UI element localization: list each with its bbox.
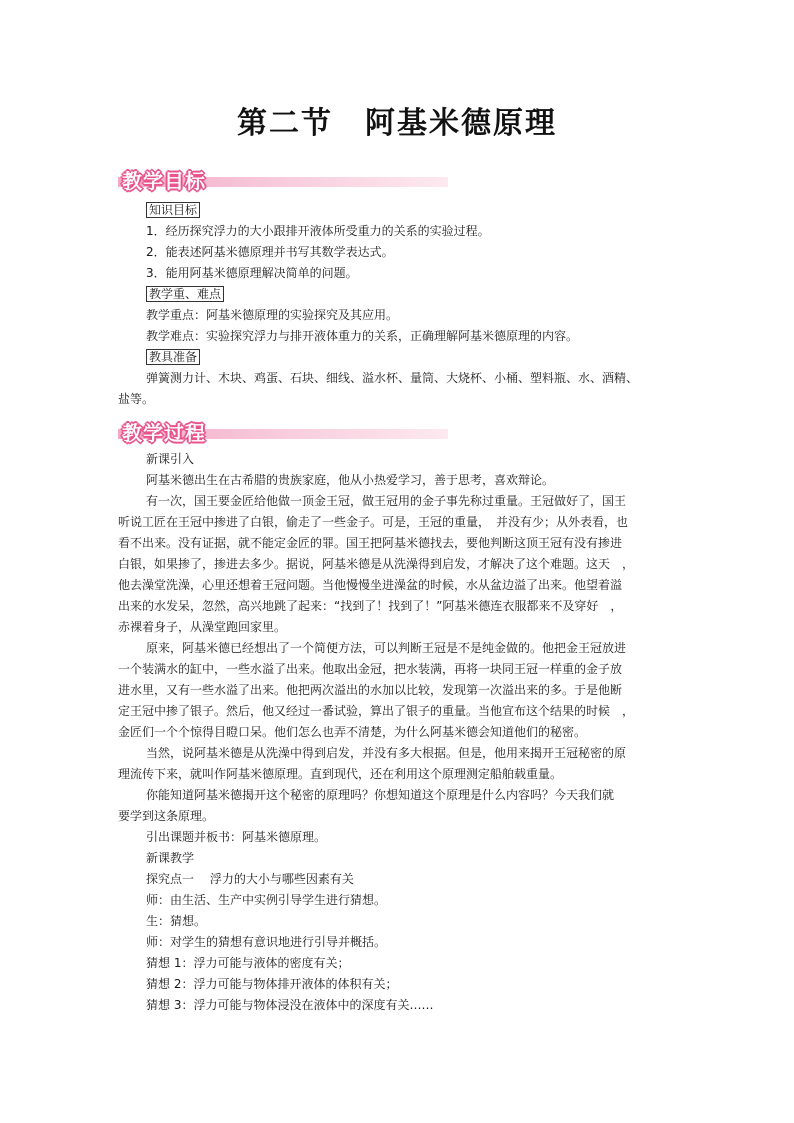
paragraph-line: 听说工匠在王冠中掺进了白银，偷走了一些金子。可是，王冠的重量， 并没有少；从外表看，也 xyxy=(118,515,629,529)
guess-line: 猜想 3：浮力可能与物体浸没在液体中的深度有关…… xyxy=(146,998,434,1012)
section-banner-process xyxy=(118,417,448,443)
paragraph-line: 赤裸着身子，从澡堂跑回家里。 xyxy=(118,620,287,634)
tools-line: 弹簧测力计、木块、鸡蛋、石块、细线、溢水杯、量筒、大烧杯、小桶、塑料瓶、水、酒精、 xyxy=(146,371,639,385)
paragraph-line: 金匠们一个个惊得目瞪口呆。他们怎么也弄不清楚，为什么阿基米德会知道他们的秘密。 xyxy=(118,725,587,739)
paragraph-line: 理流传下来，就叫作阿基米德原理。直到现代，还在利用这个原理测定船舶载重量。 xyxy=(118,767,563,781)
paragraph-line: 看不出来。没有证据，就不能定金匠的罪。国王把阿基米德找去，要他判断这顶王冠有没有掺进 xyxy=(118,536,623,550)
page-title: 第二节 阿基米德原理 xyxy=(237,106,557,141)
paragraph-line: 要学到这条原理。 xyxy=(118,809,215,823)
paragraph-line: 原来，阿基米德已经想出了一个简便方法，可以判断王冠是不是纯金做的。他把金王冠放进 xyxy=(146,641,627,655)
paragraph-line: 定王冠中掺了银子。然后，他又经过一番试验，算出了银子的重量。当他宣布这个结果的时候 ， xyxy=(118,704,635,718)
paragraph-line: 当然，说阿基米德是从洗澡中得到启发，并没有多大根据。但是，他用来揭开王冠秘密的原 xyxy=(146,746,627,760)
banner-label: 教学过程 xyxy=(122,421,206,445)
difficult-point: 教学难点：实验探究浮力与排开液体重力的关系，正确理解阿基米德原理的内容。 xyxy=(146,329,579,343)
paragraph-line: 阿基米德出生在古希腊的贵族家庭，他从小热爱学习，善于思考，喜欢辩论。 xyxy=(146,473,555,487)
knowledge-item: 3．能用阿基米德原理解决简单的问题。 xyxy=(146,266,358,280)
guess-line: 猜想 2：浮力可能与物体排开液体的体积有关； xyxy=(146,977,398,991)
paragraph-line: 你能知道阿基米德揭开这个秘密的原理吗？你想知道这个原理是什么内容吗？今天我们就 xyxy=(146,788,615,802)
paragraph-line: 他去澡堂洗澡，心里还想着王冠问题。当他慢慢坐进澡盆的时候，水从盆边溢了出来。他望着溢 xyxy=(118,578,623,592)
paragraph-line: 出来的水发呆，忽然，高兴地跳了起来：“找到了！找到了！”阿基米德连衣服都来不及穿好 ， xyxy=(118,599,623,613)
explore-point: 探究点一 浮力的大小与哪些因素有关 xyxy=(146,872,354,886)
banner-label: 教学目标 xyxy=(122,169,206,193)
knowledge-item: 2．能表述阿基米德原理并书写其数学表达式。 xyxy=(146,245,394,259)
tools-heading: 教具准备 xyxy=(146,349,200,365)
knowledge-heading: 知识目标 xyxy=(146,202,200,218)
guess-line: 猜想 1：浮力可能与液体的密度有关； xyxy=(146,956,350,970)
section-banner-objectives xyxy=(118,165,448,191)
objectives-block xyxy=(118,200,678,410)
intro-heading: 新课引入 xyxy=(146,452,195,466)
tools-line: 盐等。 xyxy=(118,392,155,406)
paragraph-line: 白银，如果掺了，掺进去多少。据说，阿基米德是从洗澡得到启发，才解决了这个难题。这天 ， xyxy=(118,557,635,571)
new-lesson-heading: 新课教学 xyxy=(146,851,195,865)
paragraph-line: 引出课题并板书：阿基米德原理。 xyxy=(146,830,327,844)
knowledge-item: 1．经历探究浮力的大小跟排开液体所受重力的关系的实验过程。 xyxy=(146,224,490,238)
key-point: 教学重点：阿基米德原理的实验探究及其应用。 xyxy=(146,308,399,322)
process-block xyxy=(118,449,678,1016)
paragraph-line: 一个装满水的缸中，一些水溢了出来。他取出金冠，把水装满，再将一块同王冠一样重的金子放 xyxy=(118,662,623,676)
teacher-line: 师：对学生的猜想有意识地进行引导并概括。 xyxy=(146,935,387,949)
paragraph-line: 进水里，又有一些水溢了出来。他把两次溢出的水加以比较，发现第一次溢出来的多。于是他断 xyxy=(118,683,623,697)
keypoints-heading: 教学重、难点 xyxy=(146,286,224,302)
student-line: 生：猜想。 xyxy=(146,914,207,928)
teacher-line: 师：由生活、生产中实例引导学生进行猜想。 xyxy=(146,893,387,907)
paragraph-line: 有一次，国王要金匠给他做一顶金王冠，做王冠用的金子事先称过重量。王冠做好了，国王 xyxy=(146,494,627,508)
